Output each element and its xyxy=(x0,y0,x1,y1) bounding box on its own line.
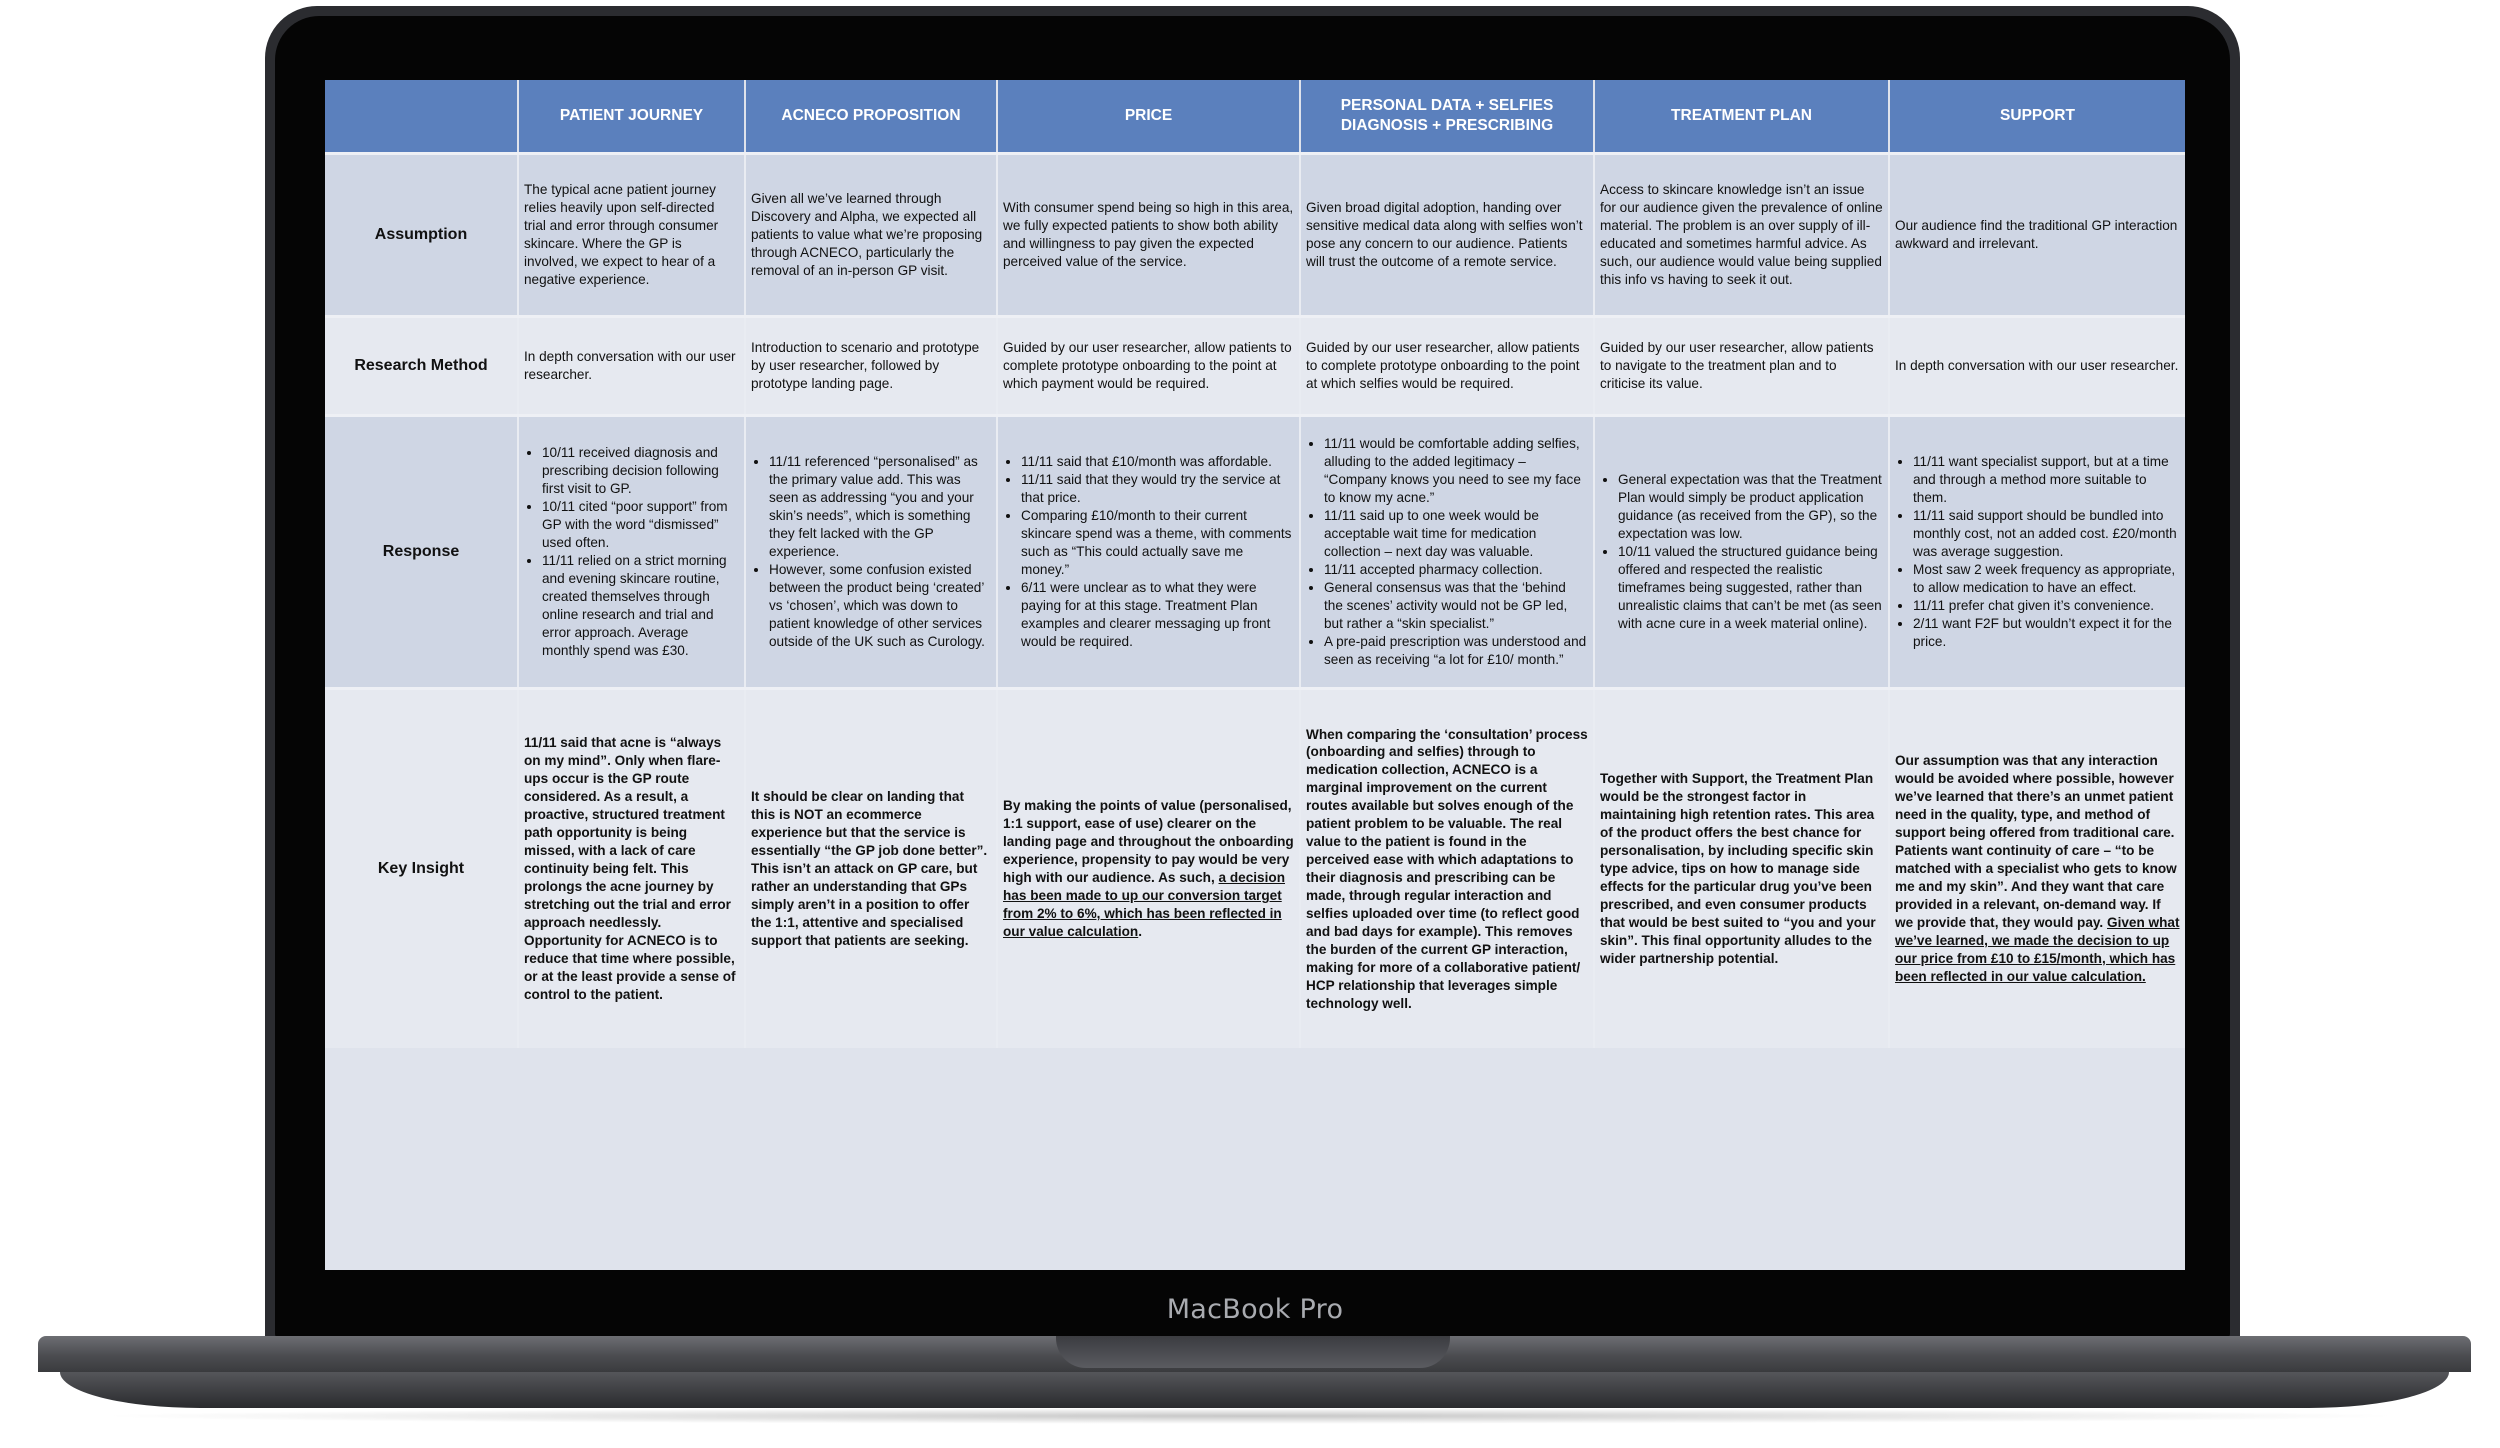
insight-text xyxy=(751,788,991,949)
screen xyxy=(325,80,2185,1270)
list-item: • 11/11 said that they would try the service at that price. xyxy=(1021,471,1294,507)
insight-text-main: It should be clear on landing that this is NOT an ecommerce experience but that the service is essentially “the GP job done better”. This isn’t an attack on GP care, but rather an understanding that GPs simply aren’t in a position to offer the 1:1, attentive and specialised support that patients are seeking. xyxy=(751,789,988,948)
row-label-research-method: Research Method xyxy=(325,317,518,416)
insight-text-underlined: a decision has been made to up our conversion target from 2% to 6%, which has been reflected in our value calculation xyxy=(1003,870,1285,939)
list-item: • 11/11 relied on a strict morning and evening skincare routine, created themselves through online research and trial and error approach. Average monthly spend was £30. xyxy=(542,552,739,660)
cell-response-price xyxy=(997,416,1300,689)
cell-method-support: In depth conversation with our user researcher. xyxy=(1889,317,2185,416)
header-personal-data-line2: DIAGNOSIS + PRESCRIBING xyxy=(1340,117,1554,134)
list-item: • 11/11 would be comfortable adding selfies, alluding to the added legitimacy – “Company knows you need to see my face to know my acne.” xyxy=(1324,435,1588,507)
cell-insight-acneco-proposition xyxy=(745,689,997,1049)
research-findings-table xyxy=(325,80,2185,1048)
cell-insight-personal-data xyxy=(1300,689,1594,1049)
cell-assumption-patient-journey: The typical acne patient journey relies heavily upon self-directed trial and error through consumer skincare. Where the GP is involved, we expect to hear of a negative experience. xyxy=(518,154,745,317)
header-acneco-proposition: ACNECO PROPOSITION xyxy=(745,80,997,154)
list-item: • A pre-paid prescription was understood and seen as receiving “a lot for £10/ month.” xyxy=(1324,633,1588,669)
row-label-key-insight: Key Insight xyxy=(325,689,518,1049)
header-patient-journey: PATIENT JOURNEY xyxy=(518,80,745,154)
list-item: • 11/11 said that £10/month was affordable. xyxy=(1021,453,1294,471)
list-item: • 6/11 were unclear as to what they were paying for at this stage. Treatment Plan examples and clearer messaging up front would be required. xyxy=(1021,579,1294,651)
response-list xyxy=(1003,453,1294,650)
header-personal-data-line1: PERSONAL DATA + SELFIES xyxy=(1340,96,1554,114)
cell-method-acneco-proposition: Introduction to scenario and prototype by user researcher, followed by prototype landing page. xyxy=(745,317,997,416)
header-price: PRICE xyxy=(997,80,1300,154)
insight-text xyxy=(524,734,739,1003)
list-item: • However, some confusion existed between the product being ‘created’ vs ‘chosen’, which was down to patient knowledge of other services outside of the UK such as Curology. xyxy=(769,561,991,651)
insight-text-main: By making the points of value (personalised, 1:1 support, ease of use) clearer on the landing page and throughout the onboarding experience, propensity to pay would be very high with our audience. As such, xyxy=(1003,798,1294,885)
cell-assumption-support: Our audience find the traditional GP interaction awkward and irrelevant. xyxy=(1889,154,2185,317)
cell-response-patient-journey xyxy=(518,416,745,689)
laptop-opening-notch xyxy=(1056,1336,1450,1368)
cell-response-acneco-proposition xyxy=(745,416,997,689)
cell-assumption-acneco-proposition: Given all we’ve learned through Discovery and Alpha, we expected all patients to value what we’re proposing through ACNECO, particularly the removal of an in-person GP visit. xyxy=(745,154,997,317)
laptop-shadow xyxy=(90,1408,2410,1424)
insight-text xyxy=(1003,797,1294,941)
list-item: • 11/11 said up to one week would be acceptable wait time for medication collection – next day was valuable. xyxy=(1324,507,1588,561)
response-list xyxy=(751,453,991,650)
list-item: • 10/11 received diagnosis and prescribing decision following first visit to GP. xyxy=(542,444,739,498)
response-list xyxy=(1895,453,2180,650)
row-research-method xyxy=(325,317,2185,416)
insight-text xyxy=(1600,770,1883,967)
response-list xyxy=(524,444,739,659)
cell-assumption-treatment-plan: Access to skincare knowledge isn’t an issue for our audience given the prevalence of online material. The problem is an over supply of ill-educated and sometimes harmful advice. As such, our audience would value being supplied this info vs having to seek it out. xyxy=(1594,154,1889,317)
cell-insight-patient-journey xyxy=(518,689,745,1049)
list-item: • Most saw 2 week frequency as appropriate, to allow medication to have an effect. xyxy=(1913,561,2180,597)
header-treatment-plan: TREATMENT PLAN xyxy=(1594,80,1889,154)
header-empty xyxy=(325,80,518,154)
cell-response-support xyxy=(1889,416,2185,689)
cell-assumption-price: With consumer spend being so high in this area, we fully expected patients to show both ability and willingness to pay given the expected perceived value of the service. xyxy=(997,154,1300,317)
header-personal-data xyxy=(1300,80,1594,154)
cell-insight-price xyxy=(997,689,1300,1049)
insight-text xyxy=(1306,726,1588,1013)
insight-text-main: 11/11 said that acne is “always on my mind”. Only when flare-ups occur is the GP route considered. As a result, a proactive, structured treatment path opportunity is being missed, with a lack of care continuity being felt. This prolongs the acne journey by stretching out the trial and error approach needlessly. Opportunity for ACNECO is to reduce that time where possible, or at the least provide a sense of control to the patient. xyxy=(524,735,736,1002)
insight-text-main: Our assumption was that any interaction would be avoided where possible, however we’ve learned that there’s an unmet patient need in the quality, type, and method of support being offered from traditional care. Patients want continuity of care – “to be matched with a specialist who gets to know me and my skin”. And they want that care provided in a relevant, on-demand way. If we provide that, they would pay. xyxy=(1895,753,2177,930)
insight-text-main: When comparing the ‘consultation’ process (onboarding and selfies) through to medication collection, ACNECO is a marginal improvement on the current routes available but solves enough of the patient problem to be valuable. The real value to the patient is found in the perceived ease with which adaptations to their diagnosis and prescribing can be made, through regular interaction and selfies uploaded over time (to reflect good and bad days for example). This removes the burden of the current GP interaction, making for more of a collaborative patient/ HCP relationship that leverages simple technology well. xyxy=(1306,726,1588,1011)
row-response xyxy=(325,416,2185,689)
list-item: • General expectation was that the Treatment Plan would simply be product application guidance (as received from the GP), so the expectation was low. xyxy=(1618,471,1883,543)
response-list xyxy=(1306,435,1588,668)
response-list xyxy=(1600,471,1883,632)
list-item: • 2/11 want F2F but wouldn’t expect it for the price. xyxy=(1913,615,2180,651)
list-item: • 11/11 want specialist support, but at a time and through a method more suitable to them. xyxy=(1913,453,2180,507)
row-key-insight xyxy=(325,689,2185,1049)
list-item: • 10/11 valued the structured guidance being offered and respected the realistic timeframes being suggested, rather than unrealistic claims that can’t be met (as seen with acne cure in a week material online). xyxy=(1618,543,1883,633)
list-item: • General consensus was that the ‘behind the scenes’ activity would not be GP led, but rather a “skin specialist.” xyxy=(1324,579,1588,633)
header-row xyxy=(325,80,2185,154)
laptop-base-bottom xyxy=(60,1372,2449,1408)
cell-assumption-personal-data: Given broad digital adoption, handing over sensitive medical data along with selfies won’t pose any concern to our audience. Patients will trust the outcome of a remote service. xyxy=(1300,154,1594,317)
insight-text xyxy=(1895,752,2180,985)
cell-response-treatment-plan xyxy=(1594,416,1889,689)
header-support: SUPPORT xyxy=(1889,80,2185,154)
row-label-assumption: Assumption xyxy=(325,154,518,317)
brand-label: MacBook Pro xyxy=(1166,1294,1344,1325)
insight-text-underlined: Given what we’ve learned, we made the decision to up our price from £10 to £15/month, which has been reflected in our value calculation. xyxy=(1895,914,2180,984)
cell-insight-treatment-plan xyxy=(1594,689,1889,1049)
cell-method-patient-journey: In depth conversation with our user researcher. xyxy=(518,317,745,416)
row-assumption xyxy=(325,154,2185,317)
list-item: • 10/11 cited “poor support” from GP with the word “dismissed” used often. xyxy=(542,498,739,552)
list-item: • 11/11 accepted pharmacy collection. xyxy=(1324,561,1588,579)
cell-method-personal-data: Guided by our user researcher, allow patients to complete prototype onboarding to the point at which selfies would be required. xyxy=(1300,317,1594,416)
cell-method-treatment-plan: Guided by our user researcher, allow patients to navigate to the treatment plan and to criticise its value. xyxy=(1594,317,1889,416)
list-item: • Comparing £10/month to their current skincare spend was a theme, with comments such as “This could actually save me money.” xyxy=(1021,507,1294,579)
list-item: • 11/11 said support should be bundled into monthly cost, not an added cost. £20/month was average suggestion. xyxy=(1913,507,2180,561)
row-label-response: Response xyxy=(325,416,518,689)
insight-text-tail: . xyxy=(1138,923,1143,939)
list-item: • 11/11 prefer chat given it’s convenience. xyxy=(1913,597,2180,615)
cell-response-personal-data xyxy=(1300,416,1594,689)
insight-text-main: Together with Support, the Treatment Plan would be the strongest factor in maintaining high retention rates. This area of the product offers the best chance for personalisation, by including specific skin type advice, tips on how to manage side effects for the particular drug you’ve been prescribed, and even consumer products that would be best suited to “you and your skin”. This final opportunity alludes to the wider partnership potential. xyxy=(1600,771,1876,966)
cell-insight-support xyxy=(1889,689,2185,1049)
cell-method-price: Guided by our user researcher, allow patients to complete prototype onboarding to the point at which payment would be required. xyxy=(997,317,1300,416)
list-item: • 11/11 referenced “personalised” as the primary value add. This was seen as addressing “you and your skin’s needs”, which is something they felt lacked with the GP experience. xyxy=(769,453,991,561)
